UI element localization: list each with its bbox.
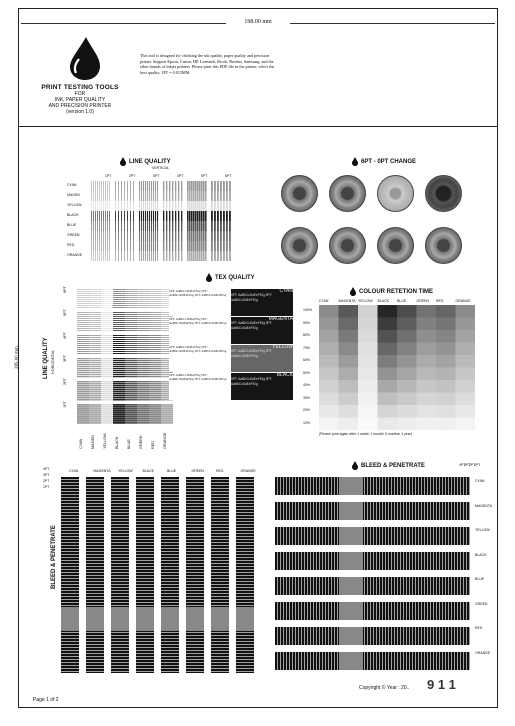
- retention-pct-label: 20%: [303, 408, 311, 412]
- retention-pct-label: 30%: [303, 395, 311, 400]
- hcolour-label: CYAN: [79, 438, 83, 449]
- bleed-row-label: YELLOW: [475, 528, 490, 532]
- colour-row-label: BLACK: [67, 213, 79, 217]
- colour-row-label: CYAN: [67, 183, 77, 187]
- bleed-row-label: RED: [475, 626, 483, 630]
- tex-sample-light: 5PT: AaBbCcDdEeFfGg 5PT: AaBbCcDdEeFfGg 5PT: AaBbCcDdEeFfGg: [169, 373, 231, 400]
- hpt-label: 1PT: [63, 401, 67, 408]
- colour-row-label: MAGEN: [67, 193, 80, 197]
- bleed-pt-label: 3PT: [43, 473, 50, 477]
- pt-label: 4PT: [177, 174, 184, 178]
- header: [19, 27, 497, 127]
- tex-block-label: MAGENTA: [268, 317, 293, 322]
- retention-pct-label: 70%: [303, 345, 311, 350]
- ink-drop-icon: [119, 157, 127, 166]
- pt-label: 1PT: [105, 174, 112, 178]
- tex-block-label: CYAN: [279, 289, 293, 294]
- pt-circle: [281, 175, 318, 212]
- pt-circle: [425, 227, 462, 264]
- ink-drop-icon: [205, 273, 213, 282]
- hcolour-label: RED: [151, 440, 155, 449]
- tex-block-label: BLACK: [276, 373, 293, 378]
- tex-sample-dark: [231, 289, 293, 316]
- hcolour-label: MAGEN: [91, 435, 95, 449]
- hpt-label: 4PT: [63, 332, 67, 339]
- hpt-label: 2PT: [63, 378, 67, 385]
- hcolour-label: BLUE: [127, 439, 131, 449]
- retention-col-label: YELLOW: [358, 299, 373, 303]
- line-quality-title: [119, 157, 171, 166]
- bleed-right-title: [351, 461, 425, 470]
- brand-version: (version 1.0): [66, 109, 94, 115]
- retention-col-label: BLACK: [377, 299, 389, 303]
- pt-circle: [425, 175, 462, 212]
- brand-title: PRINT TESTING TOOLS: [41, 84, 119, 91]
- retention-col-label: CYAN: [319, 299, 329, 303]
- bleed-pt-label-right: 4PT: [459, 463, 466, 467]
- line-quality-sub: VERTICAL: [152, 166, 170, 170]
- tex-sample-dark: [231, 373, 293, 400]
- pt-circle: [377, 227, 414, 264]
- copyright: [359, 685, 409, 691]
- retention-note: (Please print again after 1 week/ 1 month/ 3 months/ 1 year): [319, 432, 412, 436]
- retention-col-label: RED: [436, 299, 444, 303]
- top-dimension: 198.00 mm: [19, 19, 497, 25]
- hpt-label: 5PT: [63, 309, 67, 316]
- line-quality-side-title: LINE QUALITY: [43, 337, 49, 379]
- tex-sample-text: 5PT: AaBbCcDdEeFfGg 5PT: AaBbCcDdEeFfGg: [231, 377, 273, 386]
- bleed-row-label: MAGENTA: [475, 503, 493, 508]
- pt-circle: [329, 175, 366, 212]
- retention-pct-label: 10%: [303, 420, 311, 425]
- bleed-row-label: BLUE: [475, 577, 485, 581]
- bleed-col-label: RED: [216, 469, 224, 473]
- bleed-col-label: CYAN: [69, 469, 79, 473]
- bleed-pt-label-right: 1PT: [474, 463, 481, 467]
- bleed-col-label: GREEN: [191, 469, 204, 473]
- bleed-pt-label-right: 2PT: [469, 463, 476, 467]
- hcolour-label: YELLOW: [103, 433, 107, 449]
- bleed-row-label: ORANGE: [475, 650, 491, 655]
- ink-drop-icon: [351, 461, 359, 470]
- copyright-label: Copyright: [359, 685, 381, 691]
- copyright-year: Year : 20..: [386, 685, 410, 691]
- pt-change-title: [351, 157, 416, 166]
- hcolour-label: ORANGE: [163, 432, 167, 449]
- pt-change-label: 6PT - 0PT CHANGE: [361, 158, 417, 165]
- brand-block: [25, 85, 135, 115]
- colour-row-label: GREEN: [67, 233, 80, 237]
- colour-retention-title: [349, 287, 433, 296]
- colour-row-label: ORANGE: [67, 253, 83, 257]
- bleed-right-grid: [275, 473, 470, 673]
- hcolour-label: GREEN: [139, 435, 143, 449]
- bleed-col-label: ORANGE: [240, 469, 256, 473]
- tex-sample-text: 5PT: AaBbCcDdEeFfGg 5PT: AaBbCcDdEeFfGg: [231, 293, 273, 302]
- tex-sample-text: 5PT: AaBbCcDdEeFfGg 5PT: AaBbCcDdEeFfGg: [231, 321, 273, 330]
- tex-block-label: YELLOW: [272, 345, 293, 350]
- retention-pct-label: 80%: [303, 333, 311, 337]
- tex-sample-light: 5PT: AaBbCcDdEeFfGg 5PT: AaBbCcDdEeFfGg 5PT: AaBbCcDdEeFfGg: [169, 317, 231, 344]
- bleed-pt-label: 1PT: [43, 485, 50, 489]
- brand-line1: FOR: [74, 91, 86, 97]
- bleed-col-label: BLUE: [167, 469, 177, 473]
- bleed-pt-label: 4PT: [43, 467, 50, 471]
- page-number: Page 1 of 2: [33, 697, 59, 703]
- bleed-pt-label-right: 3PT: [464, 463, 471, 467]
- retention-pct-label: 50%: [303, 370, 311, 375]
- intro-text: This tool is designed for checking the ink quality, paper quality and precision printer. Support Epson, Canon, HP, Lexmark, Ricoh, Brother, Samsung, and the other brands of inkjet printers. Please print this PDF file in the printer, select the best quality. 1PT = 0.013MM: [140, 53, 275, 75]
- bleed-col-label: BLACK: [142, 469, 154, 473]
- watermark: 9 1 1: [427, 677, 456, 692]
- bleed-col-label: MAGENTA: [93, 469, 111, 473]
- hpt-label: 6PT: [63, 286, 67, 293]
- tex-sample-light: 5PT: AaBbCcDdEeFfGg 5PT: AaBbCcDdEeFfGg 5PT: AaBbCcDdEeFfGg: [169, 345, 231, 372]
- pt-circle: [329, 227, 366, 264]
- retention-pct-label: 100%: [303, 308, 312, 312]
- bleed-row-label: BLACK: [475, 552, 487, 557]
- tex-quality-label: TEX QUALITY: [215, 274, 255, 281]
- bleed-col-label: YELLOW: [118, 469, 133, 473]
- tex-sample-text: 5PT: AaBbCcDdEeFfGg 5PT: AaBbCcDdEeFfGg: [231, 349, 273, 358]
- hcolour-label: BLACK: [115, 436, 119, 449]
- retention-pct-label: 60%: [303, 358, 311, 362]
- bleed-pt-label: 2PT: [43, 479, 50, 483]
- tex-sample-dark: [231, 345, 293, 372]
- retention-col-label: MAGENTA: [338, 299, 356, 303]
- bleed-left-grid: [61, 477, 271, 673]
- bleed-row-label: GREEN: [475, 601, 488, 606]
- retention-col-label: BLUE: [397, 299, 407, 303]
- pt-label: 2PT: [129, 174, 136, 178]
- pt-label: 3PT: [153, 174, 160, 178]
- ink-drop-icon: [351, 157, 359, 166]
- retention-col-label: GREEN: [416, 299, 429, 303]
- test-page: [15, 8, 498, 708]
- tex-sample-dark: [231, 317, 293, 344]
- side-dimension: 285.00 mm: [15, 346, 20, 369]
- line-quality-side-sub: HORIZONTAL: [51, 349, 55, 374]
- tex-sample-light: 5PT: AaBbCcDdEeFfGg 5PT: AaBbCcDdEeFfGg 5PT: AaBbCcDdEeFfGg: [169, 289, 231, 316]
- bleed-left-title: BLEED & PENETRATE: [51, 525, 57, 589]
- ink-drop-logo-icon: [64, 35, 104, 81]
- ink-drop-icon: [349, 287, 357, 296]
- brand-line2: INK, PAPER QUALITY: [54, 97, 106, 103]
- tex-quality-title: [205, 273, 255, 282]
- colour-row-label: BLUE: [67, 223, 77, 227]
- hpt-label: 3PT: [63, 355, 67, 362]
- bleed-right-label: BLEED & PENETRATE: [361, 462, 425, 469]
- pt-label: 5PT: [201, 174, 208, 178]
- pt-label: 6PT: [225, 174, 232, 178]
- bleed-row-label: CYAN: [475, 479, 485, 483]
- line-quality-horizontal-grid: [77, 289, 177, 429]
- pt-circle: [377, 175, 414, 212]
- line-quality-grid: [91, 181, 241, 263]
- brand-line3: AND PRECISION PRINTER: [48, 103, 112, 109]
- colour-retention-grid: [319, 305, 475, 433]
- colour-row-label: YELLOW: [67, 203, 82, 207]
- retention-pct-label: 40%: [303, 383, 311, 387]
- colour-row-label: RED: [67, 243, 75, 247]
- colour-retention-label: COLOUR RETETION TIME: [359, 288, 433, 295]
- line-quality-label: LINE QUALITY: [129, 158, 171, 165]
- retention-pct-label: 90%: [303, 320, 311, 325]
- copyright-icon: ©: [381, 685, 386, 691]
- retention-col-label: ORANGE: [455, 299, 471, 303]
- pt-circle: [281, 227, 318, 264]
